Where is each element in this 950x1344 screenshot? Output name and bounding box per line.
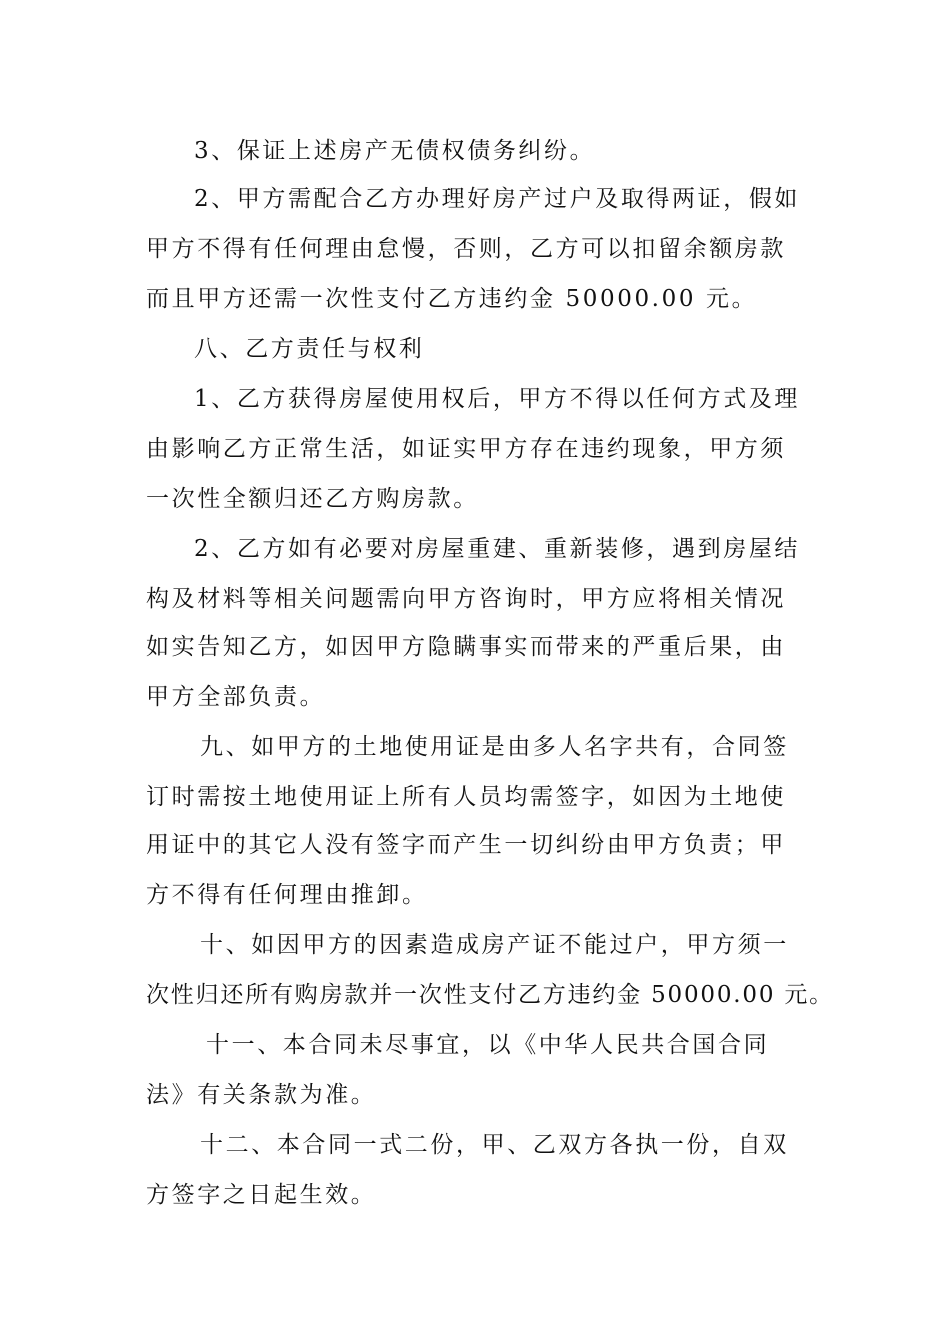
- paragraph-line: 方签字之日起生效。: [146, 1182, 377, 1208]
- paragraph-line: 2、甲方需配合乙方办理好房产过户及取得两证，假如: [194, 186, 801, 212]
- paragraph-line: 3、保证上述房产无债权债务纠纷。: [194, 138, 596, 164]
- paragraph-line: 1、乙方获得房屋使用权后，甲方不得以任何方式及理: [194, 386, 801, 412]
- section-heading: 八、乙方责任与权利: [194, 336, 425, 362]
- paragraph-line: 订时需按土地使用证上所有人员均需签字，如因为土地使: [146, 784, 786, 810]
- paragraph-line: 方不得有任何理由推卸。: [146, 882, 428, 908]
- paragraph-line: 由影响乙方正常生活，如证实甲方存在违约现象，甲方须: [146, 436, 786, 462]
- paragraph-line: 法》有关条款为准。: [146, 1082, 377, 1108]
- paragraph-line: 用证中的其它人没有签字而产生一切纠纷由甲方负责；甲: [146, 832, 786, 858]
- paragraph-line: 构及材料等相关问题需向甲方咨询时，甲方应将相关情况: [146, 586, 786, 612]
- paragraph-line: 如实告知乙方，如因甲方隐瞒事实而带来的严重后果，由: [146, 634, 786, 660]
- paragraph-line: 2、乙方如有必要对房屋重建、重新装修，遇到房屋结: [194, 536, 801, 562]
- paragraph-line: 九、如甲方的土地使用证是由多人名字共有，合同签: [200, 734, 789, 760]
- paragraph-line: 一次性全额归还乙方购房款。: [146, 486, 479, 512]
- paragraph-line: 十、如因甲方的因素造成房产证不能过户，甲方须一: [200, 932, 789, 958]
- paragraph-line: 甲方全部负责。: [146, 684, 326, 710]
- paragraph-line: 而且甲方还需一次性支付乙方违约金 50000.00 元。: [146, 286, 758, 312]
- paragraph-line: 十二、本合同一式二份，甲、乙双方各执一份，自双: [200, 1132, 789, 1158]
- paragraph-line: 次性归还所有购房款并一次性支付乙方违约金 50000.00 元。: [146, 982, 834, 1008]
- paragraph-line: 十一、本合同未尽事宜，以《中华人民共合国合同: [206, 1032, 770, 1058]
- paragraph-line: 甲方不得有任何理由怠慢，否则，乙方可以扣留余额房款: [146, 236, 786, 262]
